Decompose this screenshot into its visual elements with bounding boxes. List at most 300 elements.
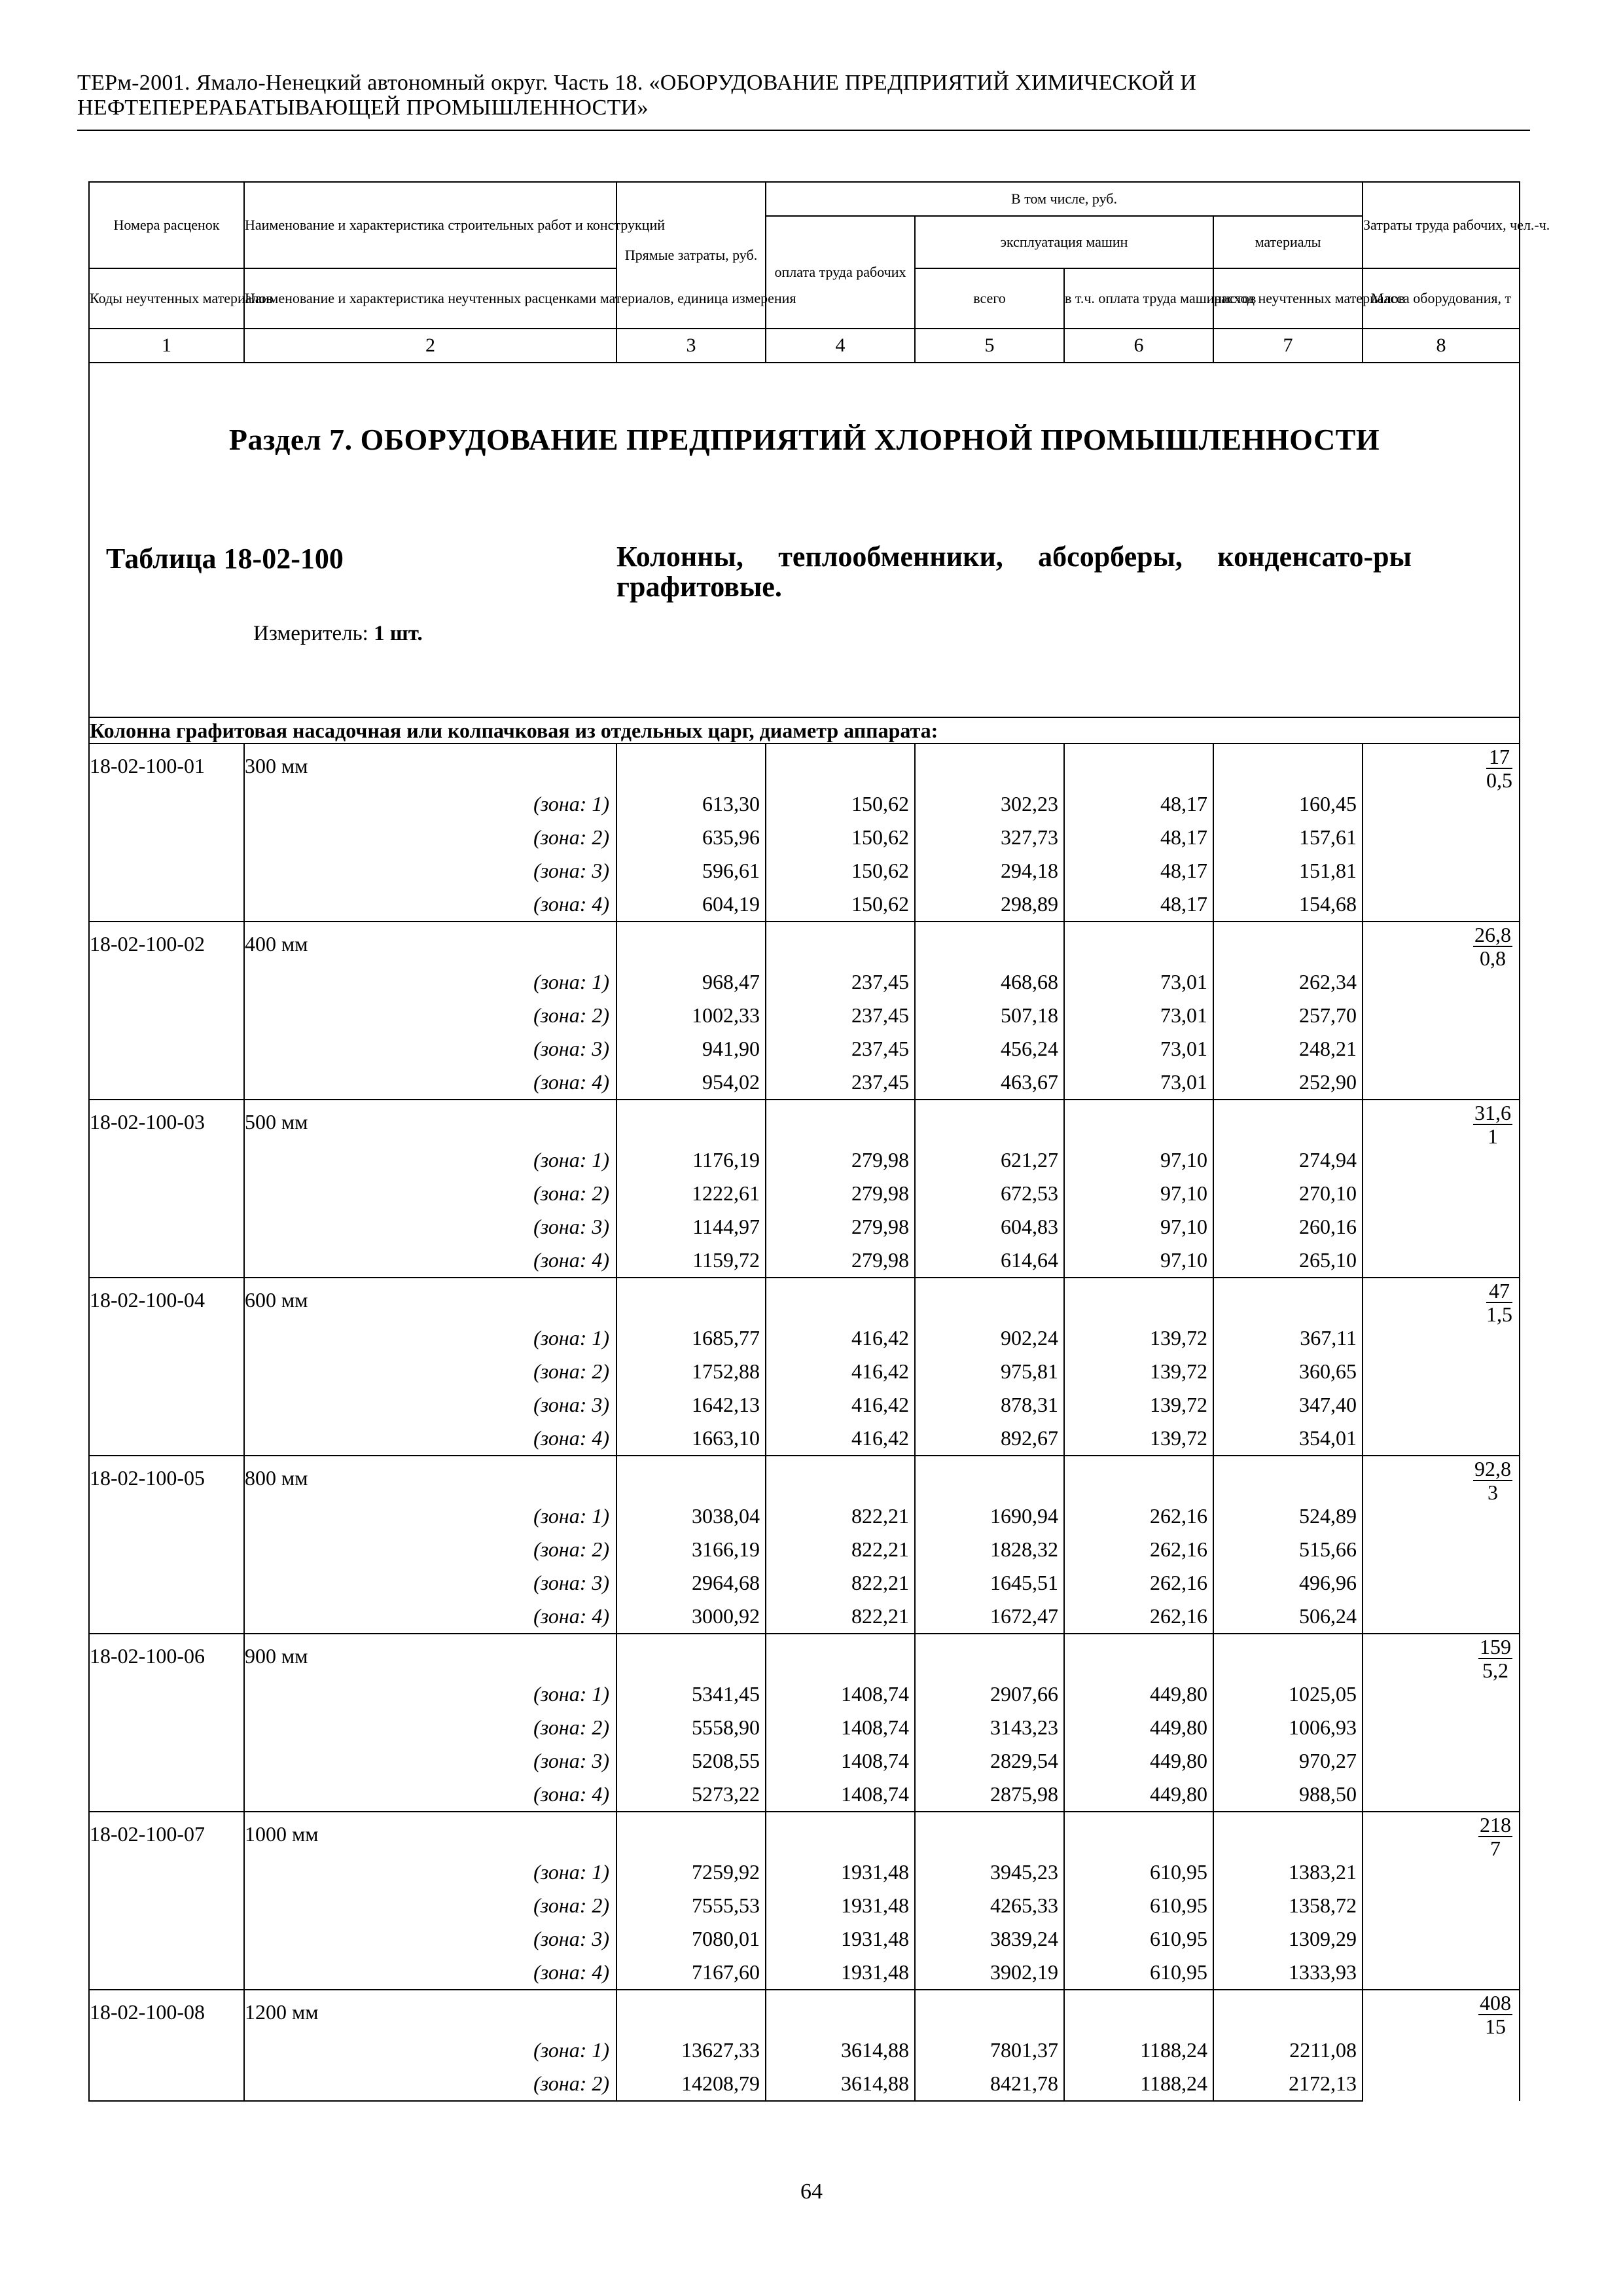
document-header bbox=[77, 71, 1530, 120]
worker-pay-value: 1408,74 bbox=[766, 1677, 915, 1711]
direct-costs-value: 1752,88 bbox=[616, 1355, 766, 1388]
machine-total-value: 298,89 bbox=[915, 888, 1064, 922]
rate-code: 18-02-100-08 bbox=[89, 1990, 244, 2034]
machinist-pay-value: 73,01 bbox=[1064, 965, 1213, 999]
zone-row bbox=[89, 1566, 1520, 1600]
zone-row bbox=[89, 1600, 1520, 1634]
worker-pay-value: 237,45 bbox=[766, 965, 915, 999]
labor-mass-cell bbox=[1363, 1456, 1520, 1634]
empty-cell bbox=[915, 1812, 1064, 1856]
empty-cell bbox=[766, 1634, 915, 1677]
empty-cell bbox=[1064, 1990, 1213, 2034]
header-unaccounted-materials: расход неучтенных материалов bbox=[1213, 268, 1363, 329]
machine-total-value: 1645,51 bbox=[915, 1566, 1064, 1600]
machinist-pay-value: 610,95 bbox=[1064, 1889, 1213, 1922]
empty-cell bbox=[1213, 1634, 1363, 1677]
materials-value: 347,40 bbox=[1213, 1388, 1363, 1422]
zone-label: (зона: 1) bbox=[244, 2034, 616, 2067]
direct-costs-value: 3038,04 bbox=[616, 1499, 766, 1533]
direct-costs-value: 5558,90 bbox=[616, 1711, 766, 1744]
empty-cell bbox=[616, 744, 766, 787]
worker-pay-value: 1931,48 bbox=[766, 1856, 915, 1889]
machinist-pay-value: 139,72 bbox=[1064, 1321, 1213, 1355]
worker-pay-value: 1931,48 bbox=[766, 1922, 915, 1956]
machinist-pay-value: 139,72 bbox=[1064, 1355, 1213, 1388]
direct-costs-value: 5341,45 bbox=[616, 1677, 766, 1711]
empty-cell bbox=[1213, 1812, 1363, 1856]
materials-value: 157,61 bbox=[1213, 821, 1363, 854]
zone-row bbox=[89, 1066, 1520, 1100]
machinist-pay-value: 48,17 bbox=[1064, 888, 1213, 922]
machine-total-value: 672,53 bbox=[915, 1177, 1064, 1210]
machine-total-value: 892,67 bbox=[915, 1422, 1064, 1456]
labor-mass-cell bbox=[1363, 1812, 1520, 1990]
machinist-pay-value: 610,95 bbox=[1064, 1956, 1213, 1990]
machinist-pay-value: 610,95 bbox=[1064, 1922, 1213, 1956]
equipment-mass-value: 15 bbox=[1485, 2015, 1507, 2038]
worker-pay-value: 822,21 bbox=[766, 1533, 915, 1566]
direct-costs-value: 1159,72 bbox=[616, 1244, 766, 1278]
section-title: Раздел 7. ОБОРУДОВАНИЕ ПРЕДПРИЯТИЙ ХЛОРНОЙ ПРОМЫШЛЕННОСТИ bbox=[228, 423, 1380, 456]
empty-cell bbox=[915, 1990, 1064, 2034]
zone-label: (зона: 3) bbox=[244, 1744, 616, 1778]
machine-total-value: 302,23 bbox=[915, 787, 1064, 821]
direct-costs-value: 968,47 bbox=[616, 965, 766, 999]
item-row bbox=[89, 922, 1520, 965]
labor-mass-cell bbox=[1363, 1278, 1520, 1456]
empty-cell bbox=[1213, 922, 1363, 965]
col-number-6: 6 bbox=[1064, 329, 1213, 363]
machinist-pay-value: 262,16 bbox=[1064, 1600, 1213, 1634]
worker-pay-value: 822,21 bbox=[766, 1600, 915, 1634]
machine-total-value: 3902,19 bbox=[915, 1956, 1064, 1990]
empty-cell bbox=[89, 1533, 244, 1566]
empty-cell bbox=[766, 1456, 915, 1499]
worker-pay-value: 3614,88 bbox=[766, 2034, 915, 2067]
rate-code: 18-02-100-03 bbox=[89, 1100, 244, 1143]
zone-row bbox=[89, 1922, 1520, 1956]
empty-cell bbox=[616, 1456, 766, 1499]
page-number: 64 bbox=[800, 2179, 823, 2204]
empty-cell bbox=[1064, 1100, 1213, 1143]
item-name: 600 мм bbox=[244, 1278, 616, 1321]
empty-cell bbox=[915, 922, 1064, 965]
labor-costs-value: 408 bbox=[1480, 1991, 1512, 2015]
materials-value: 1333,93 bbox=[1213, 1956, 1363, 1990]
empty-cell bbox=[89, 1032, 244, 1066]
materials-value: 248,21 bbox=[1213, 1032, 1363, 1066]
table-number: Таблица 18-02-100 bbox=[106, 543, 344, 575]
zone-label: (зона: 1) bbox=[244, 1677, 616, 1711]
worker-pay-value: 237,45 bbox=[766, 1066, 915, 1100]
item-row bbox=[89, 1634, 1520, 1677]
direct-costs-value: 604,19 bbox=[616, 888, 766, 922]
empty-cell bbox=[1064, 1278, 1213, 1321]
labor-mass-fraction bbox=[1486, 745, 1512, 791]
direct-costs-value: 3000,92 bbox=[616, 1600, 766, 1634]
zone-label: (зона: 4) bbox=[244, 1066, 616, 1100]
empty-cell bbox=[89, 1422, 244, 1456]
materials-value: 354,01 bbox=[1213, 1422, 1363, 1456]
item-row bbox=[89, 1456, 1520, 1499]
rate-code: 18-02-100-07 bbox=[89, 1812, 244, 1856]
materials-value: 260,16 bbox=[1213, 1210, 1363, 1244]
labor-mass-cell bbox=[1363, 1100, 1520, 1278]
direct-costs-value: 596,61 bbox=[616, 854, 766, 888]
labor-mass-fraction bbox=[1478, 1992, 1512, 2037]
zone-row bbox=[89, 1177, 1520, 1210]
empty-cell bbox=[89, 854, 244, 888]
zone-row bbox=[89, 1533, 1520, 1566]
zone-label: (зона: 4) bbox=[244, 1956, 616, 1990]
empty-cell bbox=[915, 1456, 1064, 1499]
machine-total-value: 3143,23 bbox=[915, 1711, 1064, 1744]
rate-code: 18-02-100-04 bbox=[89, 1278, 244, 1321]
empty-cell bbox=[616, 922, 766, 965]
worker-pay-value: 416,42 bbox=[766, 1388, 915, 1422]
empty-cell bbox=[616, 1100, 766, 1143]
machine-total-value: 1672,47 bbox=[915, 1600, 1064, 1634]
materials-value: 1358,72 bbox=[1213, 1889, 1363, 1922]
zone-row bbox=[89, 1677, 1520, 1711]
equipment-mass-value: 1 bbox=[1488, 1124, 1499, 1148]
machine-total-value: 7801,37 bbox=[915, 2034, 1064, 2067]
labor-costs-value: 47 bbox=[1486, 1280, 1512, 1303]
materials-value: 360,65 bbox=[1213, 1355, 1363, 1388]
zone-row bbox=[89, 1778, 1520, 1812]
empty-cell bbox=[89, 1143, 244, 1177]
rate-code: 18-02-100-01 bbox=[89, 744, 244, 787]
direct-costs-value: 7167,60 bbox=[616, 1956, 766, 1990]
materials-value: 524,89 bbox=[1213, 1499, 1363, 1533]
empty-cell bbox=[89, 1889, 244, 1922]
header-machinist-pay: в т.ч. оплата труда машинистов bbox=[1064, 268, 1213, 329]
direct-costs-value: 1663,10 bbox=[616, 1422, 766, 1456]
machine-total-value: 1828,32 bbox=[915, 1533, 1064, 1566]
rates-table bbox=[88, 181, 1550, 2102]
materials-value: 265,10 bbox=[1213, 1244, 1363, 1278]
empty-cell bbox=[616, 1990, 766, 2034]
empty-cell bbox=[89, 1677, 244, 1711]
item-row bbox=[89, 744, 1520, 787]
machine-total-value: 878,31 bbox=[915, 1388, 1064, 1422]
zone-row bbox=[89, 1856, 1520, 1889]
direct-costs-value: 1144,97 bbox=[616, 1210, 766, 1244]
table-title: Колонны, теплообменники, абсорберы, конденсато-ры графитовые. bbox=[616, 541, 1412, 603]
labor-mass-fraction bbox=[1473, 1102, 1512, 1147]
direct-costs-value: 1176,19 bbox=[616, 1143, 766, 1177]
worker-pay-value: 150,62 bbox=[766, 854, 915, 888]
header-machine-operation: эксплуатация машин bbox=[915, 216, 1213, 268]
zone-row bbox=[89, 1499, 1520, 1533]
item-row bbox=[89, 1812, 1520, 1856]
zone-label: (зона: 1) bbox=[244, 787, 616, 821]
worker-pay-value: 237,45 bbox=[766, 999, 915, 1032]
header-including: В том числе, руб. bbox=[766, 182, 1363, 216]
col-number-8: 8 bbox=[1363, 329, 1520, 363]
equipment-mass-value: 7 bbox=[1490, 1837, 1501, 1860]
section-block bbox=[89, 363, 1520, 717]
direct-costs-value: 635,96 bbox=[616, 821, 766, 854]
header-line-2: НЕФТЕПЕРЕРАБАТЫВАЮЩЕЙ ПРОМЫШЛЕННОСТИ» bbox=[77, 96, 649, 120]
item-name: 400 мм bbox=[244, 922, 616, 965]
machinist-pay-value: 97,10 bbox=[1064, 1244, 1213, 1278]
empty-cell bbox=[915, 1278, 1064, 1321]
header-divider bbox=[77, 130, 1530, 131]
machine-total-value: 3945,23 bbox=[915, 1856, 1064, 1889]
col-number-7: 7 bbox=[1213, 329, 1363, 363]
zone-label: (зона: 4) bbox=[244, 888, 616, 922]
empty-cell bbox=[89, 888, 244, 922]
labor-mass-cell bbox=[1363, 922, 1520, 1100]
materials-value: 515,66 bbox=[1213, 1533, 1363, 1566]
zone-row bbox=[89, 999, 1520, 1032]
header-line-1: ТЕРм-2001. Ямало-Ненецкий автономный округ. Часть 18. «ОБОРУДОВАНИЕ ПРЕДПРИЯТИЙ ХИМИЧЕСКОЙ И bbox=[77, 71, 1197, 95]
worker-pay-value: 279,98 bbox=[766, 1244, 915, 1278]
empty-cell bbox=[1213, 1278, 1363, 1321]
labor-mass-fraction bbox=[1473, 1458, 1512, 1503]
zone-label: (зона: 2) bbox=[244, 999, 616, 1032]
machine-total-value: 3839,24 bbox=[915, 1922, 1064, 1956]
zone-row bbox=[89, 1744, 1520, 1778]
empty-cell bbox=[915, 744, 1064, 787]
zone-label: (зона: 1) bbox=[244, 1856, 616, 1889]
machine-total-value: 902,24 bbox=[915, 1321, 1064, 1355]
rates-table-wrapper bbox=[88, 181, 1550, 2151]
materials-value: 367,11 bbox=[1213, 1321, 1363, 1355]
zone-label: (зона: 3) bbox=[244, 1388, 616, 1422]
empty-cell bbox=[89, 1066, 244, 1100]
direct-costs-value: 7555,53 bbox=[616, 1889, 766, 1922]
empty-cell bbox=[89, 2034, 244, 2067]
machinist-pay-value: 262,16 bbox=[1064, 1533, 1213, 1566]
empty-cell bbox=[1064, 922, 1213, 965]
materials-value: 496,96 bbox=[1213, 1566, 1363, 1600]
zone-row bbox=[89, 787, 1520, 821]
materials-value: 1025,05 bbox=[1213, 1677, 1363, 1711]
empty-cell bbox=[1213, 1990, 1363, 2034]
materials-value: 262,34 bbox=[1213, 965, 1363, 999]
worker-pay-value: 279,98 bbox=[766, 1143, 915, 1177]
worker-pay-value: 416,42 bbox=[766, 1355, 915, 1388]
direct-costs-value: 954,02 bbox=[616, 1066, 766, 1100]
direct-costs-value: 1002,33 bbox=[616, 999, 766, 1032]
materials-value: 270,10 bbox=[1213, 1177, 1363, 1210]
empty-cell bbox=[89, 1778, 244, 1812]
items-body bbox=[89, 744, 1520, 2101]
empty-cell bbox=[766, 1812, 915, 1856]
machine-total-value: 614,64 bbox=[915, 1244, 1064, 1278]
equipment-mass-value: 5,2 bbox=[1482, 1659, 1509, 1682]
machine-total-value: 2829,54 bbox=[915, 1744, 1064, 1778]
empty-cell bbox=[89, 1388, 244, 1422]
worker-pay-value: 279,98 bbox=[766, 1177, 915, 1210]
direct-costs-value: 1642,13 bbox=[616, 1388, 766, 1422]
item-name: 500 мм bbox=[244, 1100, 616, 1143]
machine-total-value: 456,24 bbox=[915, 1032, 1064, 1066]
zone-label: (зона: 4) bbox=[244, 1600, 616, 1634]
direct-costs-value: 7259,92 bbox=[616, 1856, 766, 1889]
zone-label: (зона: 4) bbox=[244, 1422, 616, 1456]
zone-row bbox=[89, 821, 1520, 854]
machinist-pay-value: 48,17 bbox=[1064, 787, 1213, 821]
header-worker-pay: оплата труда рабочих bbox=[766, 216, 915, 329]
empty-cell bbox=[1064, 1634, 1213, 1677]
materials-value: 1383,21 bbox=[1213, 1856, 1363, 1889]
machinist-pay-value: 1188,24 bbox=[1064, 2034, 1213, 2067]
worker-pay-value: 416,42 bbox=[766, 1422, 915, 1456]
worker-pay-value: 822,21 bbox=[766, 1566, 915, 1600]
empty-cell bbox=[89, 1600, 244, 1634]
zone-label: (зона: 1) bbox=[244, 965, 616, 999]
machinist-pay-value: 139,72 bbox=[1064, 1388, 1213, 1422]
zone-label: (зона: 2) bbox=[244, 2067, 616, 2101]
machinist-pay-value: 449,80 bbox=[1064, 1711, 1213, 1744]
machine-total-value: 1690,94 bbox=[915, 1499, 1064, 1533]
zone-label: (зона: 3) bbox=[244, 1210, 616, 1244]
zone-label: (зона: 3) bbox=[244, 1922, 616, 1956]
materials-value: 274,94 bbox=[1213, 1143, 1363, 1177]
machine-total-value: 327,73 bbox=[915, 821, 1064, 854]
zone-row bbox=[89, 1956, 1520, 1990]
header-materials: материалы bbox=[1213, 216, 1363, 268]
empty-cell bbox=[89, 1499, 244, 1533]
item-row bbox=[89, 1990, 1520, 2034]
empty-cell bbox=[1064, 1456, 1213, 1499]
machine-total-value: 463,67 bbox=[915, 1066, 1064, 1100]
empty-cell bbox=[915, 1100, 1064, 1143]
item-row bbox=[89, 1100, 1520, 1143]
direct-costs-value: 613,30 bbox=[616, 787, 766, 821]
unit-of-measure bbox=[253, 622, 423, 646]
col-number-4: 4 bbox=[766, 329, 915, 363]
empty-cell bbox=[766, 922, 915, 965]
machine-total-value: 8421,78 bbox=[915, 2067, 1064, 2101]
empty-cell bbox=[766, 1278, 915, 1321]
worker-pay-value: 150,62 bbox=[766, 888, 915, 922]
machinist-pay-value: 139,72 bbox=[1064, 1422, 1213, 1456]
empty-cell bbox=[1213, 744, 1363, 787]
header-codes-unaccounted: Коды неучтенных материалов bbox=[89, 268, 244, 329]
item-name: 1200 мм bbox=[244, 1990, 616, 2034]
zone-label: (зона: 3) bbox=[244, 1032, 616, 1066]
worker-pay-value: 1408,74 bbox=[766, 1778, 915, 1812]
machinist-pay-value: 449,80 bbox=[1064, 1677, 1213, 1711]
item-name: 1000 мм bbox=[244, 1812, 616, 1856]
col-number-3: 3 bbox=[616, 329, 766, 363]
header-equipment-mass: Масса оборудования, т bbox=[1363, 268, 1520, 329]
item-name: 300 мм bbox=[244, 744, 616, 787]
zone-label: (зона: 4) bbox=[244, 1244, 616, 1278]
empty-cell bbox=[616, 1812, 766, 1856]
machinist-pay-value: 97,10 bbox=[1064, 1143, 1213, 1177]
materials-value: 506,24 bbox=[1213, 1600, 1363, 1634]
direct-costs-value: 5208,55 bbox=[616, 1744, 766, 1778]
equipment-mass-value: 0,5 bbox=[1486, 768, 1513, 792]
machinist-pay-value: 48,17 bbox=[1064, 854, 1213, 888]
empty-cell bbox=[1064, 744, 1213, 787]
zone-label: (зона: 1) bbox=[244, 1143, 616, 1177]
empty-cell bbox=[89, 1244, 244, 1278]
zone-row bbox=[89, 2034, 1520, 2067]
header-machine-total: всего bbox=[915, 268, 1064, 329]
materials-value: 257,70 bbox=[1213, 999, 1363, 1032]
materials-value: 988,50 bbox=[1213, 1778, 1363, 1812]
header-name-unaccounted: Наименование и характеристика неучтенных расценками материалов, единица измерения bbox=[244, 268, 616, 329]
col-number-2: 2 bbox=[244, 329, 616, 363]
empty-cell bbox=[89, 1321, 244, 1355]
machine-total-value: 294,18 bbox=[915, 854, 1064, 888]
machinist-pay-value: 262,16 bbox=[1064, 1499, 1213, 1533]
empty-cell bbox=[766, 744, 915, 787]
direct-costs-value: 7080,01 bbox=[616, 1922, 766, 1956]
machine-total-value: 4265,33 bbox=[915, 1889, 1064, 1922]
zone-row bbox=[89, 1143, 1520, 1177]
labor-mass-cell bbox=[1363, 744, 1520, 922]
zone-row bbox=[89, 854, 1520, 888]
zone-label: (зона: 1) bbox=[244, 1499, 616, 1533]
empty-cell bbox=[89, 2067, 244, 2101]
empty-cell bbox=[1213, 1100, 1363, 1143]
worker-pay-value: 822,21 bbox=[766, 1499, 915, 1533]
machinist-pay-value: 73,01 bbox=[1064, 999, 1213, 1032]
machinist-pay-value: 73,01 bbox=[1064, 1066, 1213, 1100]
header-labor-costs: Затраты труда рабочих, чел.-ч. bbox=[1363, 182, 1520, 268]
direct-costs-value: 3166,19 bbox=[616, 1533, 766, 1566]
empty-cell bbox=[1064, 1812, 1213, 1856]
machinist-pay-value: 449,80 bbox=[1064, 1744, 1213, 1778]
machinist-pay-value: 1188,24 bbox=[1064, 2067, 1213, 2101]
machine-total-value: 621,27 bbox=[915, 1143, 1064, 1177]
direct-costs-value: 5273,22 bbox=[616, 1778, 766, 1812]
zone-row bbox=[89, 1388, 1520, 1422]
equipment-mass-value: 3 bbox=[1488, 1480, 1499, 1504]
materials-value: 1006,93 bbox=[1213, 1711, 1363, 1744]
direct-costs-value: 2964,68 bbox=[616, 1566, 766, 1600]
labor-costs-value: 159 bbox=[1480, 1635, 1512, 1659]
empty-cell bbox=[89, 787, 244, 821]
machinist-pay-value: 97,10 bbox=[1064, 1210, 1213, 1244]
direct-costs-value: 14208,79 bbox=[616, 2067, 766, 2101]
empty-cell bbox=[89, 1711, 244, 1744]
materials-value: 1309,29 bbox=[1213, 1922, 1363, 1956]
empty-cell bbox=[89, 1856, 244, 1889]
zone-label: (зона: 2) bbox=[244, 1533, 616, 1566]
worker-pay-value: 1408,74 bbox=[766, 1711, 915, 1744]
labor-mass-fraction bbox=[1473, 924, 1512, 969]
labor-mass-cell bbox=[1363, 1990, 1520, 2101]
labor-costs-value: 17 bbox=[1486, 745, 1512, 769]
zone-label: (зона: 1) bbox=[244, 1321, 616, 1355]
materials-value: 151,81 bbox=[1213, 854, 1363, 888]
machinist-pay-value: 48,17 bbox=[1064, 821, 1213, 854]
machine-total-value: 2907,66 bbox=[915, 1677, 1064, 1711]
equipment-mass-value: 1,5 bbox=[1486, 1302, 1513, 1326]
worker-pay-value: 237,45 bbox=[766, 1032, 915, 1066]
zone-label: (зона: 2) bbox=[244, 1355, 616, 1388]
empty-cell bbox=[915, 1634, 1064, 1677]
zone-label: (зона: 3) bbox=[244, 854, 616, 888]
zone-label: (зона: 2) bbox=[244, 1889, 616, 1922]
worker-pay-value: 1408,74 bbox=[766, 1744, 915, 1778]
labor-mass-fraction bbox=[1486, 1280, 1512, 1325]
machine-total-value: 507,18 bbox=[915, 999, 1064, 1032]
machinist-pay-value: 610,95 bbox=[1064, 1856, 1213, 1889]
empty-cell bbox=[89, 821, 244, 854]
empty-cell bbox=[616, 1634, 766, 1677]
header-rate-numbers: Номера расценок bbox=[89, 182, 244, 268]
worker-pay-value: 1931,48 bbox=[766, 1889, 915, 1922]
